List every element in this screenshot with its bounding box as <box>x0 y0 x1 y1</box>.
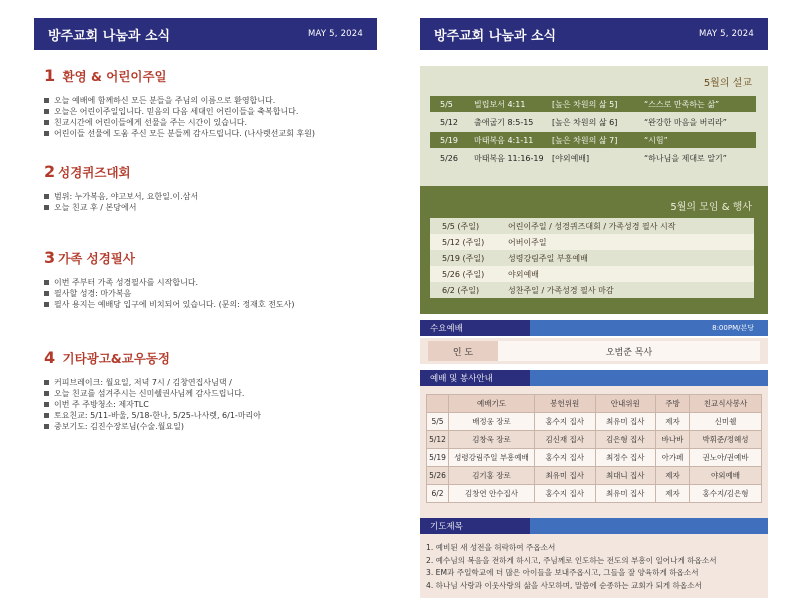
list-item: 2. 예수님의 복음을 전하게 하시고, 주님께로 인도하는 전도의 부흥이 일어나게 하옵소서 <box>426 555 717 565</box>
list-item: 어린이들 선물에 도움 주신 모든 분들께 감사드립니다. (나사렛선교회 후원) <box>44 128 374 139</box>
sermon-title: 5월의 설교 <box>703 78 752 89</box>
right-page <box>420 18 768 598</box>
list-item: 오늘은 어린이주일입니다. 믿음의 다음 세대인 어린이들을 축복합니다. <box>44 106 374 117</box>
table-row: 5/5 배정웅 장로 홍수지 집사 최유미 집사 제자 신미쉘 <box>427 413 762 431</box>
wednesday-worship-label: 수요예배 <box>420 320 530 336</box>
list-item: 중보기도: 김진수장로님(수술.월요일) <box>44 421 374 432</box>
left-page <box>34 18 377 598</box>
list-item: 오늘 예배에 함께하신 모든 분들을 주님의 이름으로 환영합니다. <box>44 95 374 106</box>
sermon-row: 5/12 출애굽기 8:5-15 [높은 차원의 삶 6] “완강한 마음을 버리라” <box>440 117 727 127</box>
prayer-bar <box>420 518 768 534</box>
event-row: 6/2 (주일) 성찬주일 / 가족성경 필사 마감 <box>430 282 754 298</box>
sermon-row: 5/19 마태복음 4:1-11 [높은 차원의 삶 7] “시험” <box>430 132 756 148</box>
sermon-row: 5/26 마태복음 11:16-19 [야외예배] “하나님을 제대로 알기” <box>440 153 727 163</box>
right-header <box>420 18 768 50</box>
list-item: 범위: 누가복음, 야고보서, 요한일.이.삼서 <box>44 191 374 202</box>
wednesday-worship-box <box>420 338 768 364</box>
section-title: 3 가족 성경필사 <box>44 248 135 267</box>
worship-role: 인 도 <box>428 341 498 361</box>
list-item: 1. 예비된 새 성전을 허락하여 주옵소서 <box>426 543 556 552</box>
table-row: 5/19 성령강림주일 부흥예배 홍수지 집사 최정수 집사 아가페 권노아/권예바 <box>427 449 762 467</box>
service-table <box>420 386 768 524</box>
table-header-row: 예배기도 봉헌위원 안내위원 주방 친교식사봉사 <box>427 395 762 413</box>
section-title: 4 기타광고&교우동정 <box>44 348 171 367</box>
list-item: 이번 주부터 가족 성경필사를 시작합니다. <box>44 277 374 288</box>
announcement-section-2 <box>44 162 374 213</box>
event-row: 5/12 (주일) 어버이주일 <box>430 234 754 250</box>
list-item: 토요친교: 5/11-바울, 5/18-한나, 5/25-나사렛, 6/1-마리아 <box>44 410 374 421</box>
announcement-section-3 <box>44 248 374 310</box>
sermon-schedule <box>420 66 768 188</box>
list-item: 친교시간에 어린이들에게 선물을 주는 시간이 있습니다. <box>44 117 374 128</box>
list-item: 커피브레이크: 월요일, 저녁 7시 / 김창연집사님댁 / <box>44 377 374 388</box>
announcement-section-4 <box>44 348 374 432</box>
announcement-section-1 <box>44 66 374 139</box>
list-item: 필사할 성경: 마가복음 <box>44 288 374 299</box>
section-title: 2 성경퀴즈대회 <box>44 162 131 181</box>
prayer-list <box>420 534 768 598</box>
list-item: 오늘 친교를 섬겨주시는 신미쉘권사님께 감사드립니다. <box>44 388 374 399</box>
events-title: 5월의 모임 & 행사 <box>670 202 752 213</box>
left-header <box>34 18 377 50</box>
bulletin-date: MAY 5, 2024 <box>307 29 363 39</box>
table-row: 6/2 김창연 안수집사 홍수지 집사 최유미 집사 제자 홍수지/김은형 <box>427 485 762 503</box>
wednesday-worship-time: 8:00PM/본당 <box>530 320 768 336</box>
prayer-label: 기도제목 <box>420 518 530 534</box>
event-row: 5/26 (주일) 야외예배 <box>430 266 754 282</box>
event-row: 5/5 (주일) 어린이주일 / 성경퀴즈대회 / 가족성경 필사 시작 <box>430 218 754 234</box>
list-item: 3. EM과 주일학교에 더 많은 아이들을 보내주옵시고, 그들을 잘 양육하게 하옵소서 <box>426 568 699 577</box>
bulletin-title: 방주교회 나눔과 소식 <box>48 28 171 44</box>
table-row: 5/12 김창욱 장로 김신재 집사 김은형 집사 바나바 박휘준/정혜성 <box>427 431 762 449</box>
list-item: 오늘 친교 후 / 본당에서 <box>44 202 374 213</box>
service-label: 예배 및 봉사안내 <box>420 370 530 386</box>
wednesday-worship-bar <box>420 320 768 336</box>
table-row: 5/26 김기홍 장로 최유미 집사 최대니 집사 제자 야외예배 <box>427 467 762 485</box>
worship-leader: 오범준 목사 <box>498 341 760 361</box>
list-item: 4. 하나님 사랑과 이웃사랑의 삶을 사모하며, 말씀에 순종하는 교회가 되게 하옵소서 <box>426 580 702 590</box>
bulletin-date: MAY 5, 2024 <box>698 29 754 39</box>
list-item: 필사 용지는 예배당 입구에 비치되어 있습니다. (문의: 정재호 전도사) <box>44 299 374 310</box>
service-bar <box>420 370 768 386</box>
event-row: 5/19 (주일) 성령강림주일 부흥예배 <box>430 250 754 266</box>
sermon-row: 5/5 빌립보서 4:11 [높은 차원의 삶 5] “스스로 만족하는 삶” <box>430 96 756 112</box>
bulletin-title: 방주교회 나눔과 소식 <box>434 28 557 44</box>
events-schedule <box>420 186 768 314</box>
list-item: 이번 주 주방청소: 제자TLC <box>44 399 374 410</box>
section-title: 1 환영 & 어린이주일 <box>44 66 167 85</box>
